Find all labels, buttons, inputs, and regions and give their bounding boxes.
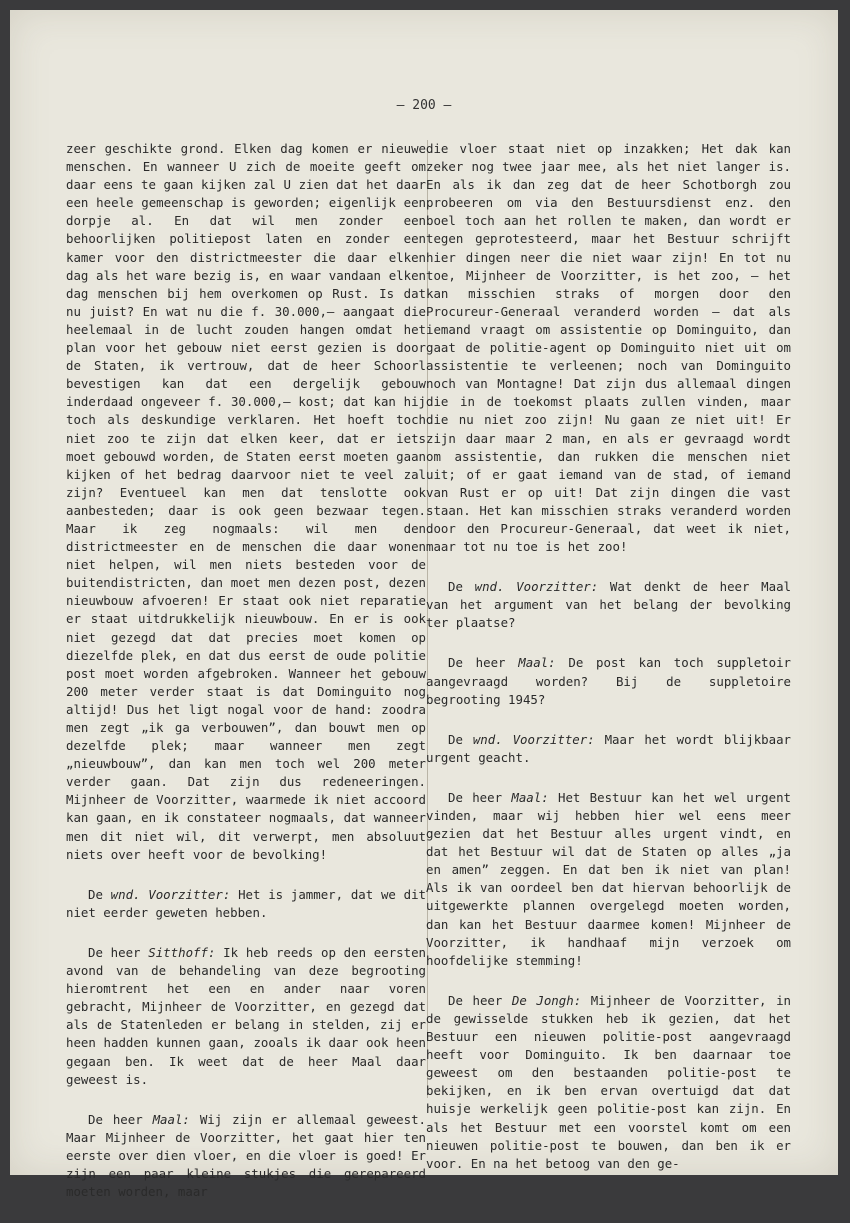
speaker-name: Maal:	[518, 655, 556, 671]
left-column	[66, 140, 426, 1223]
speaker-name: wnd. Voorzitter:	[110, 886, 231, 902]
paragraph: De heer Maal: De post kan toch suppletoir aangevraagd worden? Bij de suppletoire begrooting 1945?	[426, 655, 792, 707]
speaker-name: wnd. Voorzitter:	[474, 579, 599, 595]
paragraph: De heer Maal: Wij zijn er allemaal geweest. Maar Mijnheer de Voorzitter, het gaat hier ten eerste over dien vloer, en die vloer is goed! Er zijn een paar kleine stukjes die gerepareerd moeten worden, maar	[66, 1111, 426, 1200]
paragraph: De heer Sitthoff: Ik heb reeds op den eersten avond van de behandeling van deze begrooting hieromtrent het een en ander naar voren gebracht, Mijnheer de Voorzitter, en gezegd dat als de Statenleden er belang in stelden, zij er heen hadden kunnen gaan, zooals ik daar ook heen gegaan ben. Ik weet dat de heer Maal daar geweest is.	[66, 944, 427, 1087]
paragraph: De wnd. Voorzitter: Wat denkt de heer Maal van het argument van het belang der bevolking ter plaatse?	[426, 579, 792, 631]
right-column	[426, 140, 791, 1195]
speaker-name: Maal:	[152, 1111, 190, 1127]
paragraph: De wnd. Voorzitter: Het is jammer, dat we dit niet eerder geweten hebben.	[66, 886, 426, 920]
paragraph: die vloer staat niet op inzakken; Het dak kan zeker nog twee jaar mee, als het niet langer is. En als ik dan zeg dat de heer Schotborgh zou probeeren om via den Bestuursdienst enz. den boel toch aan het rollen te maken, dan wordt er tegen geprotesteerd, maar het Bestuur schrijft hier dingen neer die niet waar zijn! En tot nu toe, Mijnheer de Voorzitter, is het zoo, — het kan misschien straks of morgen door den Procureur-Generaal veranderd worden — dat als iemand vraagt om assistentie op Dominguito, dan gaat de politie-agent op Dominguito niet uit om assistentie te verleenen; noch van Dominguito noch van Montagne! Dat zijn dus allemaal dingen die in de toekomst plaats zullen vinden, maar die nu niet zoo zijn! Nu gaan ze niet uit! Er zijn daar maar 2 man, en als er gevraagd wordt om assistentie, dan rukken die menschen niet uit; of er gaat iemand van de stad, of iemand van Rust er op uit! Dat zijn dingen die vast staan. Het kan misschien straks veranderd worden door den Procureur-Generaal, dat weet ik niet, maar tot nu toe is het zoo!	[426, 141, 791, 555]
document-page	[10, 10, 838, 1200]
paragraph: De heer Maal: Het Bestuur kan het wel urgent vinden, maar wij hebben hier wel eens meer gezien dat het Bestuur alles urgent vindt, en dat het Bestuur wil dat de Staten op alles „ja en amen” zeggen. En dat ben ik niet van plan! Als ik van oordeel ben dat hiervan behoorlijk de uitgewerkte plannen overgelegd moeten worden, dan kan het Bestuur daarmee komen! Mijnheer de Voorzitter, ik handhaaf mijn verzoek om hoofdelijke stemming!	[426, 789, 791, 968]
speaker-name: Maal:	[511, 789, 549, 805]
paragraph: De wnd. Voorzitter: Maar het wordt blijkbaar urgent geacht.	[426, 731, 792, 765]
speaker-name: wnd. Voorzitter:	[472, 731, 595, 747]
paragraph: zeer geschikte grond. Elken dag komen er nieuwe menschen. En wanneer U zich de moeite geeft om daar eens te gaan kijken zal U zien dat het daar een heele gemeenschap is geworden; eigenlijk een dorpje al. En dat wil men zonder een behoorlijken politiepost laten en zonder een kamer voor den districtmeester die daar elken dag als het ware bezig is, en waar vandaan elken dag menschen bij hem overkomen op Rust. Is dat nu juist? En wat nu die f. 30.000,— aangaat die heelemaal in de lucht zouden hangen omdat het plan voor het gebouw niet eerst gezien is door de Staten, ik vertrouw, dat de heer Schoorl bevestigen kan dat een dergelijk gebouw inderdaad ongeveer f. 30.000,— kost; dat kan hij toch als deskundige verklaren. Het hoeft toch niet zoo te zijn dat elken keer, dat er iets moet gebouwd worden, de Staten eerst moeten gaan kijken of het bedrag daarvoor niet te veel zal zijn? Eventueel kan men dat tenslotte ook aanbesteden; daar is ook geen bezwaar tegen. Maar ik zeg nogmaals: wil men den districtmeester en de menschen die daar wonen niet helpen, wil men niets besteden voor de buitendistricten, dan moet men dezen post, dezen nieuwbouw afvoeren! Er staat ook niet reparatie er staat uitdrukkelijk nieuwbouw. En er is ook niet gezegd dat dat precies moet komen op diezelfde plek, en dat dus eerst de oude politie post moet worden afgebroken. Wanneer het gebouw 200 meter verder staat is dat Dominguito nog altijd! Dus het ligt nogal voor de hand: zoodra men zegt „ik ga verbouwen”, dan bouwt men op dezelfde plek; maar wanneer men zegt „nieuwbouw”, dan kan men toch wel 200 meter verder gaan. Dat zijn dus redeneeringen. Mijnheer de Voorzitter, waarmede ik niet accoord kan gaan, en ik constateer nogmaals, dat wanneer men dit niet wil, dit verwerpt, men absoluut niets over heeft voor de bevolking!	[66, 141, 426, 862]
speaker-name: Sitthoff:	[148, 944, 216, 960]
paragraph: De heer De Jongh: Mijnheer de Voorzitter, in de gewisselde stukken heb ik gezien, dat het Bestuur een nieuwen politie-post aangevraagd heeft voor Dominguito. Ik ben daarnaar toe geweest om den bestaanden politie-post te bekijken, en ik ben ervan overtuigd dat dat huisje werkelijk geen politie-post kan zijn. En als het Bestuur met een voorstel komt om een nieuwen politie-post te bouwen, dan ben ik er voor. En na het betoog van den ge-	[426, 992, 791, 1171]
speaker-name: De Jongh:	[511, 992, 582, 1008]
page-number: — 200 —	[396, 98, 452, 113]
